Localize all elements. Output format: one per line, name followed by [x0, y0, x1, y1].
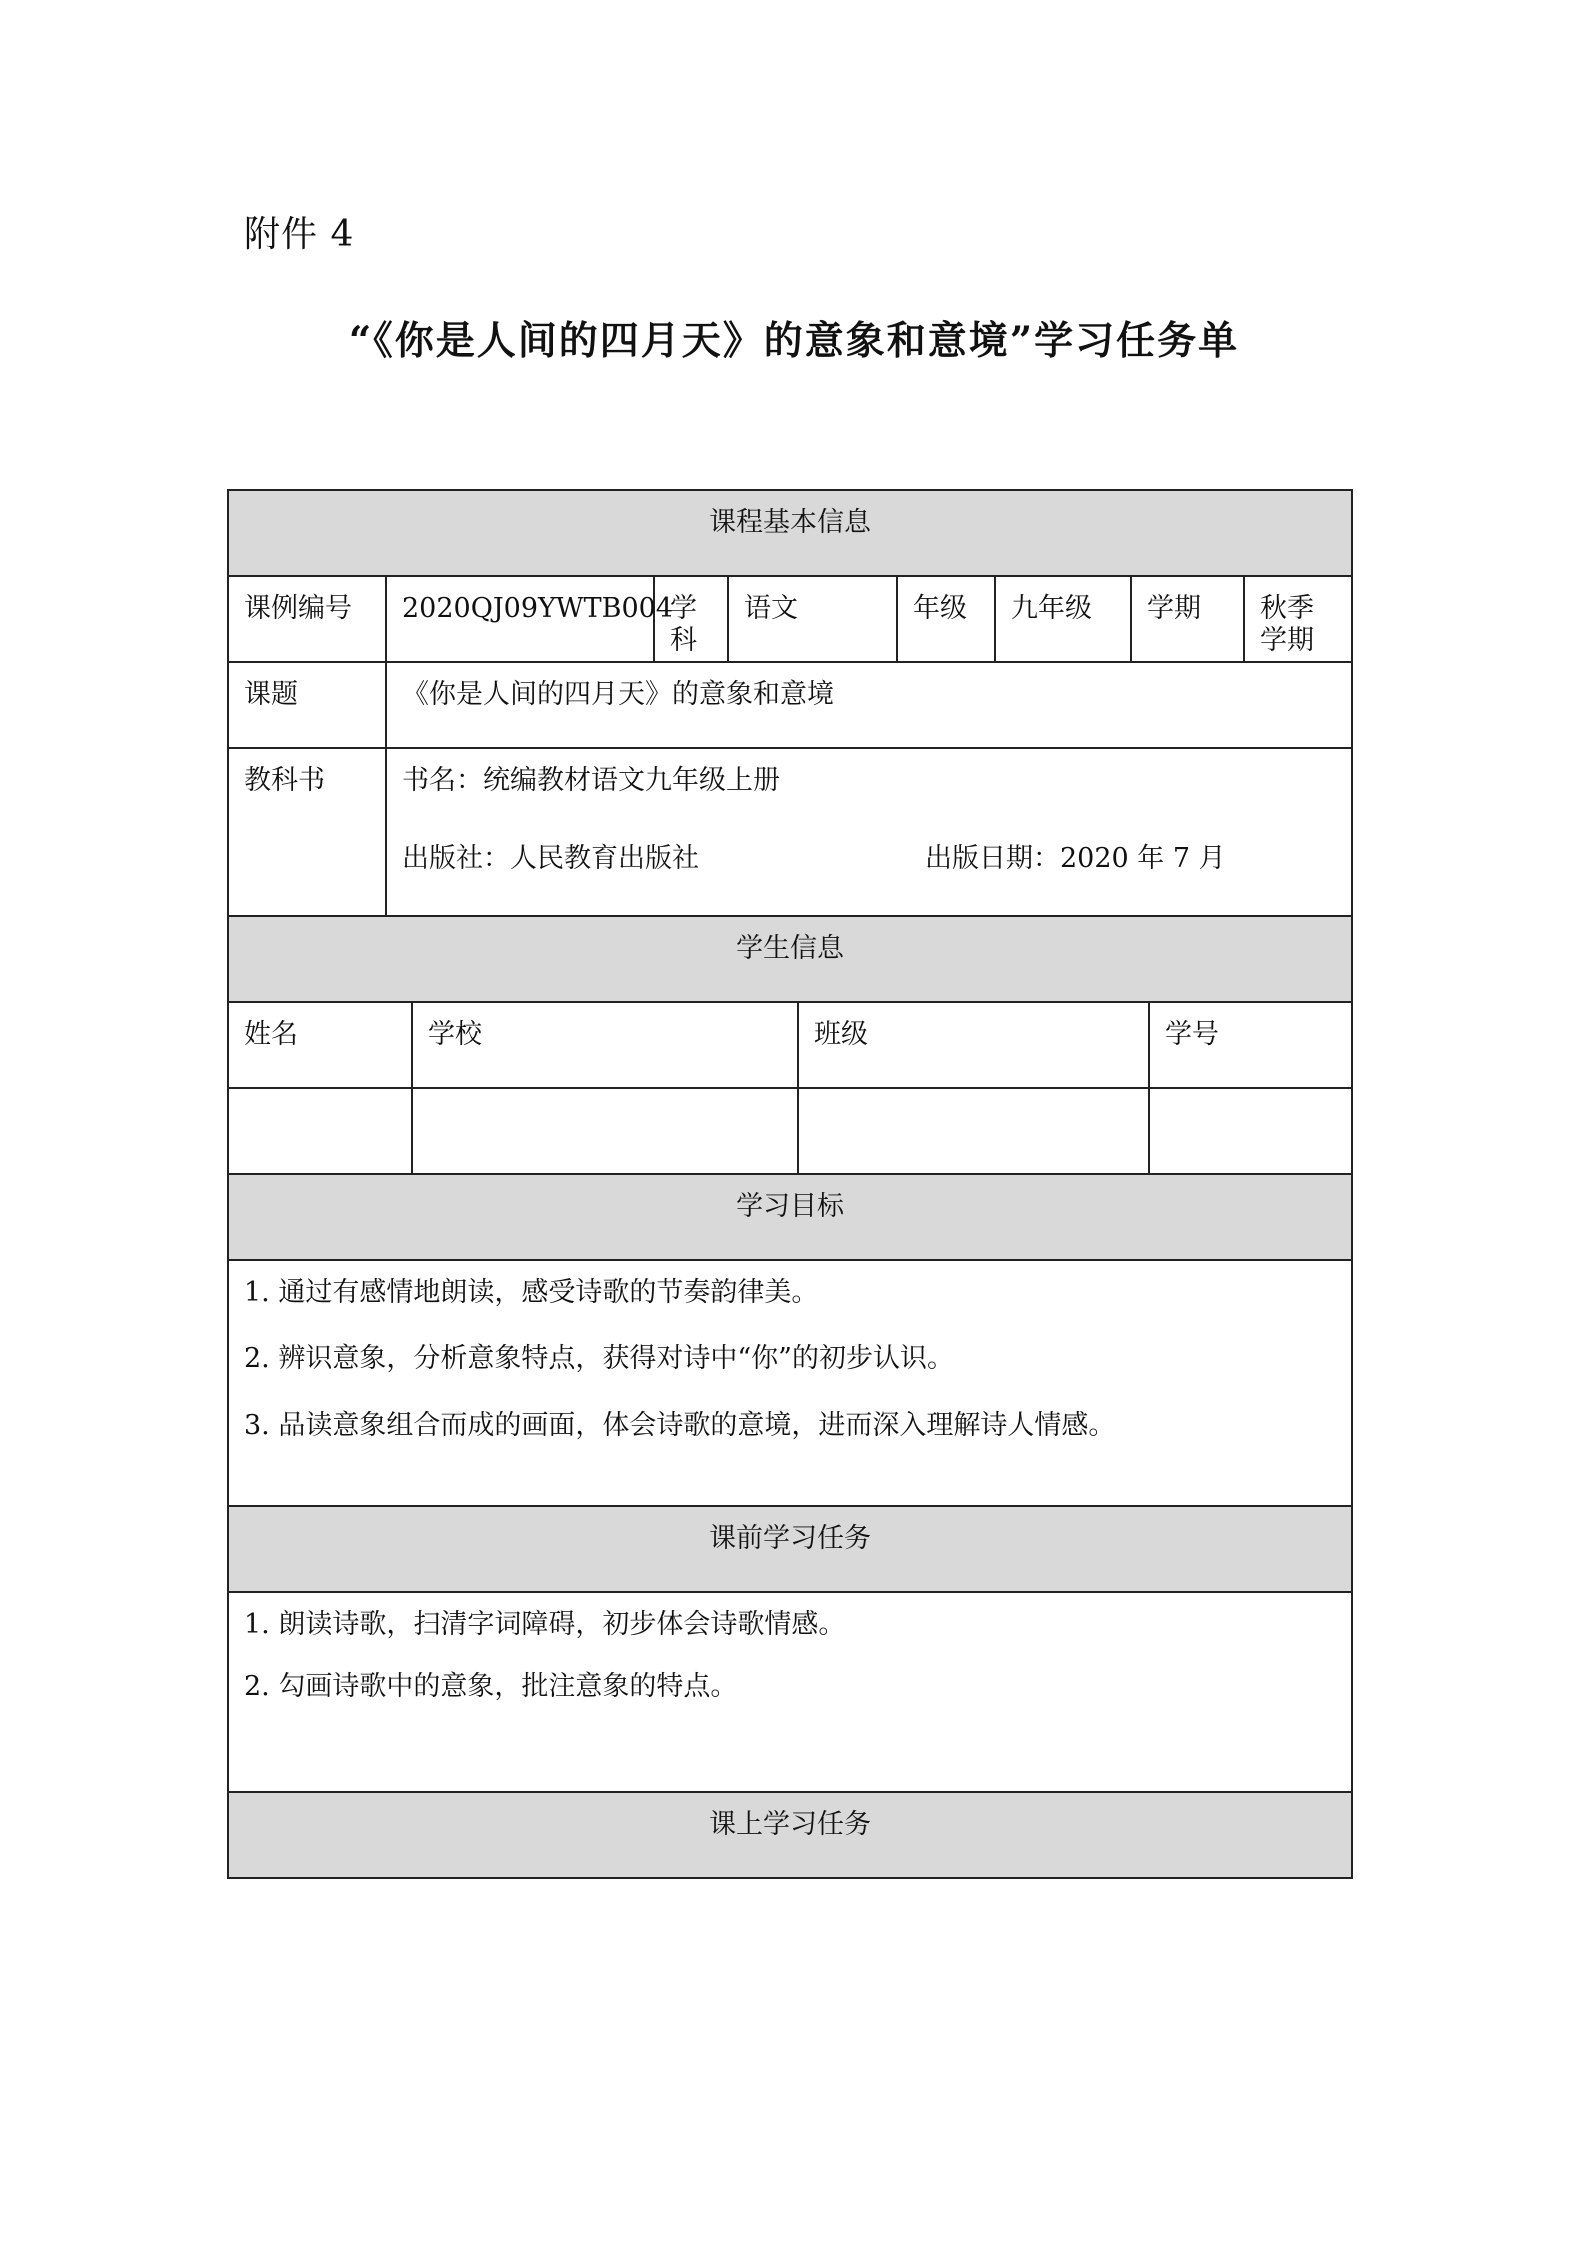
topic-label: 课题: [228, 662, 386, 748]
grade-value: 九年级: [995, 576, 1131, 662]
learning-goals-header: 学习目标: [228, 1174, 1352, 1260]
grade-label: 年级: [897, 576, 995, 662]
student-name-field[interactable]: [228, 1088, 412, 1174]
goal-item: 1. 通过有感情地朗读，感受诗歌的节奏韵律美。: [244, 1277, 819, 1308]
course-info-header-row: [228, 490, 1352, 576]
student-id-field[interactable]: [1149, 1088, 1352, 1174]
task-item: 2. 勾画诗歌中的意象，批注意象的特点。: [244, 1671, 738, 1703]
student-name-label: 姓名: [228, 1002, 412, 1088]
term-label: 学期: [1131, 576, 1244, 662]
student-class-field[interactable]: [798, 1088, 1149, 1174]
in-class-tasks-header: 课上学习任务: [228, 1792, 1352, 1878]
topic-row: [228, 662, 1352, 748]
goal-item: 3. 品读意象组合而成的画面，体会诗歌的意境，进而深入理解诗人情感。: [244, 1409, 1116, 1441]
learning-goals-row: [228, 1260, 1352, 1506]
in-class-header-row: [228, 1792, 1352, 1878]
pre-class-tasks-header: 课前学习任务: [228, 1506, 1352, 1592]
student-school-field[interactable]: [412, 1088, 798, 1174]
student-info-header: 学生信息: [228, 916, 1352, 1002]
subject-label: 学科: [654, 576, 728, 662]
task-sheet-table: [227, 489, 1353, 1879]
pre-class-header-row: [228, 1506, 1352, 1592]
topic-value: 《你是人间的四月天》的意象和意境: [386, 662, 1352, 748]
student-school-label: 学校: [412, 1002, 798, 1088]
textbook-row: [228, 748, 1352, 916]
publisher-line: [402, 843, 1336, 875]
document-title: “《你是人间的四月天》的意象和意境”学习任务单: [348, 318, 1240, 364]
learning-goals-list: [228, 1260, 1352, 1506]
book-name: 书名：统编教材语文九年级上册: [402, 765, 780, 796]
attachment-label: 附件 4: [244, 214, 355, 255]
course-info-header: 课程基本信息: [228, 490, 1352, 576]
case-no-label: 课例编号: [228, 576, 386, 662]
term-value: 秋季学期: [1244, 576, 1352, 662]
learning-goals-header-row: [228, 1174, 1352, 1260]
task-item: 1. 朗读诗歌，扫清字词障碍，初步体会诗歌情感。: [244, 1609, 846, 1640]
student-values-row: [228, 1088, 1352, 1174]
student-id-label: 学号: [1149, 1002, 1352, 1088]
textbook-label: 教科书: [228, 748, 386, 916]
publisher: 出版社：人民教育出版社: [402, 843, 699, 875]
textbook-details: [386, 748, 1352, 916]
publish-date: 出版日期：2020 年 7 月: [925, 843, 1226, 875]
subject-value: 语文: [728, 576, 897, 662]
goal-item: 2. 辨识意象，分析意象特点，获得对诗中“你”的初步认识。: [244, 1343, 954, 1375]
student-labels-row: [228, 1002, 1352, 1088]
case-no-value: 2020QJ09YWTB004: [386, 576, 654, 662]
course-basic-row: [228, 576, 1352, 662]
student-info-header-row: [228, 916, 1352, 1002]
pre-class-row: [228, 1592, 1352, 1792]
student-class-label: 班级: [798, 1002, 1149, 1088]
pre-class-tasks-list: [228, 1592, 1352, 1792]
